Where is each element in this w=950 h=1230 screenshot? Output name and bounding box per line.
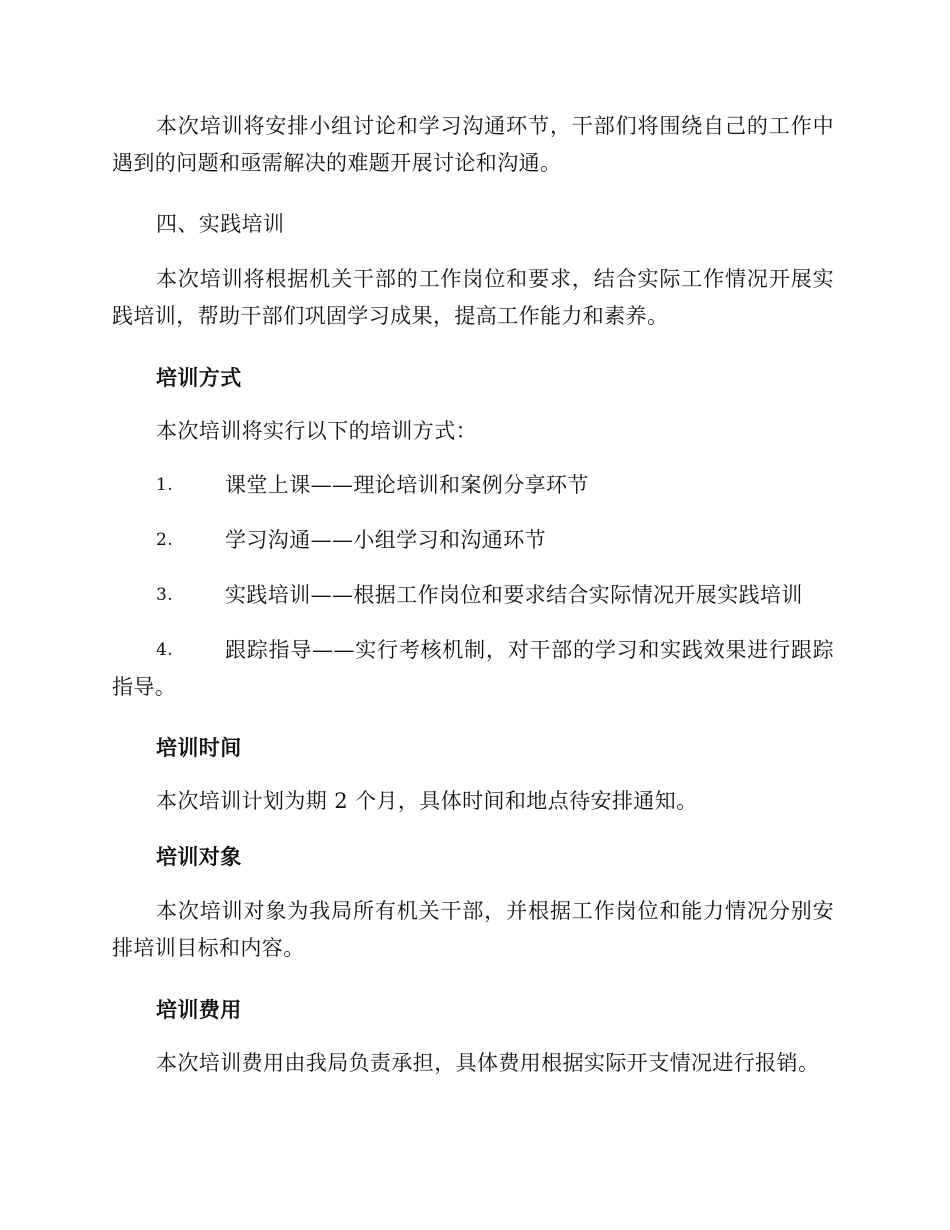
- list-item: [112, 632, 834, 706]
- list-text: 实践培训——根据工作岗位和要求结合实际情况开展实践培训: [225, 583, 803, 607]
- paragraph-practice: 本次培训将根据机关干部的工作岗位和要求，结合实际工作情况开展实践培训，帮助干部们巩固学习成果，提高工作能力和素养。: [112, 267, 834, 328]
- list-text: 跟踪指导——实行考核机制，对干部的学习和实践效果进行跟踪指导。: [112, 638, 834, 699]
- list-item: [112, 467, 834, 504]
- section-title-practice: 四、实践培训: [156, 212, 285, 236]
- list-text: 学习沟通——小组学习和沟通环节: [225, 528, 546, 552]
- heading-training-target: 培训对象: [156, 844, 242, 869]
- heading-training-cost: 培训费用: [156, 997, 242, 1022]
- list-number: 2.: [156, 530, 174, 550]
- list-number: 4.: [156, 640, 174, 660]
- heading-training-time: 培训时间: [156, 735, 242, 760]
- paragraph-cost: 本次培训费用由我局负责承担，具体费用根据实际开支情况进行报销。: [156, 1051, 820, 1075]
- list-number: 3.: [156, 585, 174, 605]
- list-text: 课堂上课——理论培训和案例分享环节: [225, 473, 589, 497]
- paragraph-target: 本次培训对象为我局所有机关干部，并根据工作岗位和能力情况分别安排培训目标和内容。: [112, 899, 834, 960]
- list-item: [112, 522, 834, 559]
- method-intro: 本次培训将实行以下的培训方式：: [156, 419, 477, 443]
- paragraph-discussion: 本次培训将安排小组讨论和学习沟通环节，干部们将围绕自己的工作中遇到的问题和亟需解决的难题开展讨论和沟通。: [112, 114, 834, 175]
- list-number: 1.: [156, 475, 174, 495]
- list-item: [112, 577, 834, 614]
- paragraph-time: 本次培训计划为期 2 个月，具体时间和地点待安排通知。: [156, 789, 698, 813]
- heading-training-method: 培训方式: [156, 365, 242, 390]
